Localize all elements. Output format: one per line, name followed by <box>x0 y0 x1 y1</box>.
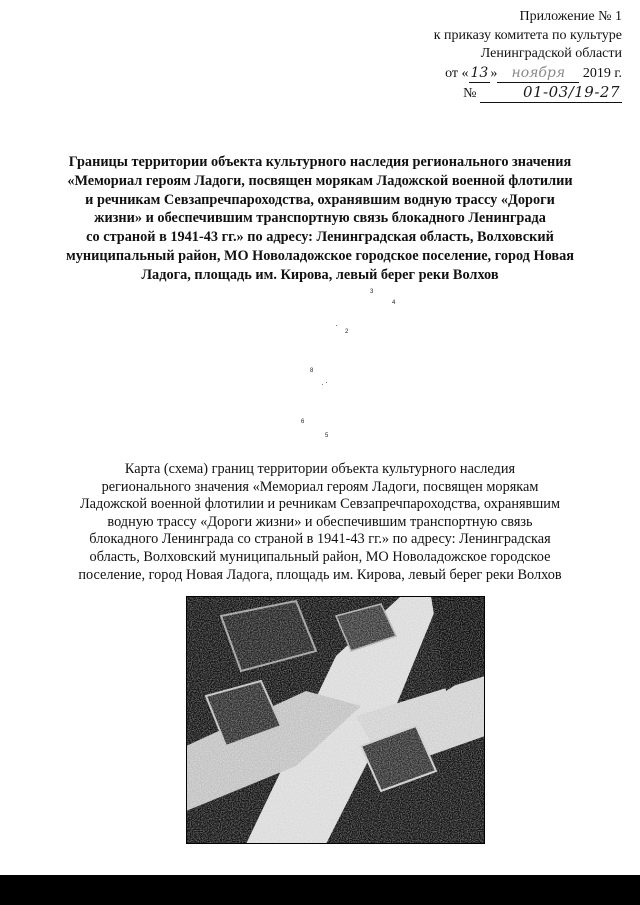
caption-line: Ладожской военной флотилии и речникам Севзапречпароходства, охранявшим <box>79 496 561 513</box>
boundary-point-marker <box>326 382 327 383</box>
scan-footer-bar <box>0 875 640 905</box>
boundary-point-label: 8 <box>310 368 314 374</box>
title-line: Границы территории объекта культурного наследия регионального значения <box>68 154 572 170</box>
aerial-photo <box>186 596 485 844</box>
boundary-point-marker <box>336 325 337 326</box>
caption-line: регионального значения «Мемориал героям Ладоги, посвящен морякам <box>101 478 539 495</box>
boundary-point-label: 2 <box>345 329 349 335</box>
appendix-number-line <box>362 83 622 104</box>
number-prefix: № <box>463 86 477 101</box>
appendix-order-line: к приказу комитета по культуре <box>433 27 622 43</box>
boundary-point-label: 3 <box>370 289 374 295</box>
title-line: жизни» и обеспечившим транспортную связь блокадного Ленинграда <box>94 210 546 227</box>
date-day-handwritten: 13 <box>469 64 491 84</box>
date-prefix: от « <box>445 65 469 81</box>
date-year: 2019 г. <box>582 65 622 81</box>
document-title <box>34 153 606 285</box>
title-line: со страной в 1941-43 гг.» по адресу: Ленинградская область, Волховский <box>86 229 554 246</box>
appendix-committee-line: Ленинградской области <box>480 46 622 61</box>
appendix-title: Приложение № 1 <box>519 9 622 24</box>
date-month-handwritten: ноября <box>497 64 579 84</box>
appendix-header <box>362 8 622 104</box>
date-mid: » <box>490 65 498 81</box>
boundary-point-label: 5 <box>325 433 329 439</box>
order-number-handwritten: 01-03/19-27 <box>480 83 622 103</box>
aerial-photo-image <box>186 596 485 844</box>
title-line: «Мемориал героям Ладоги, посвящен морякам Ладожской военной флотилии <box>67 172 573 189</box>
title-line: муниципальный район, МО Новоладожское городское поселение, город Новая <box>65 247 574 264</box>
map-caption <box>14 461 626 584</box>
caption-line: водную трассу «Дороги жизни» и обеспечившим транспортную связь <box>107 513 533 530</box>
appendix-date-line <box>362 64 622 84</box>
caption-line: Карта (схема) границ территории объекта культурного наследия <box>124 461 516 477</box>
caption-line: блокадного Ленинграда со страной в 1941-43 гг.» по адресу: Ленинградская <box>89 531 551 548</box>
title-line: и речникам Севзапречпароходства, охранявшим водную трассу «Дороги <box>85 191 555 208</box>
caption-line: поселение, город Новая Ладога, площадь им. Кирова, левый берег реки Волхов <box>78 566 562 583</box>
boundary-point-label: 6 <box>301 419 305 425</box>
boundary-point-marker <box>322 384 323 385</box>
title-line: Ладога, площадь им. Кирова, левый берег реки Волхов <box>141 266 499 283</box>
boundary-point-label: 4 <box>392 300 396 306</box>
caption-line: область, Волховский муниципальный район, МО Новоладожское городское <box>89 548 551 565</box>
